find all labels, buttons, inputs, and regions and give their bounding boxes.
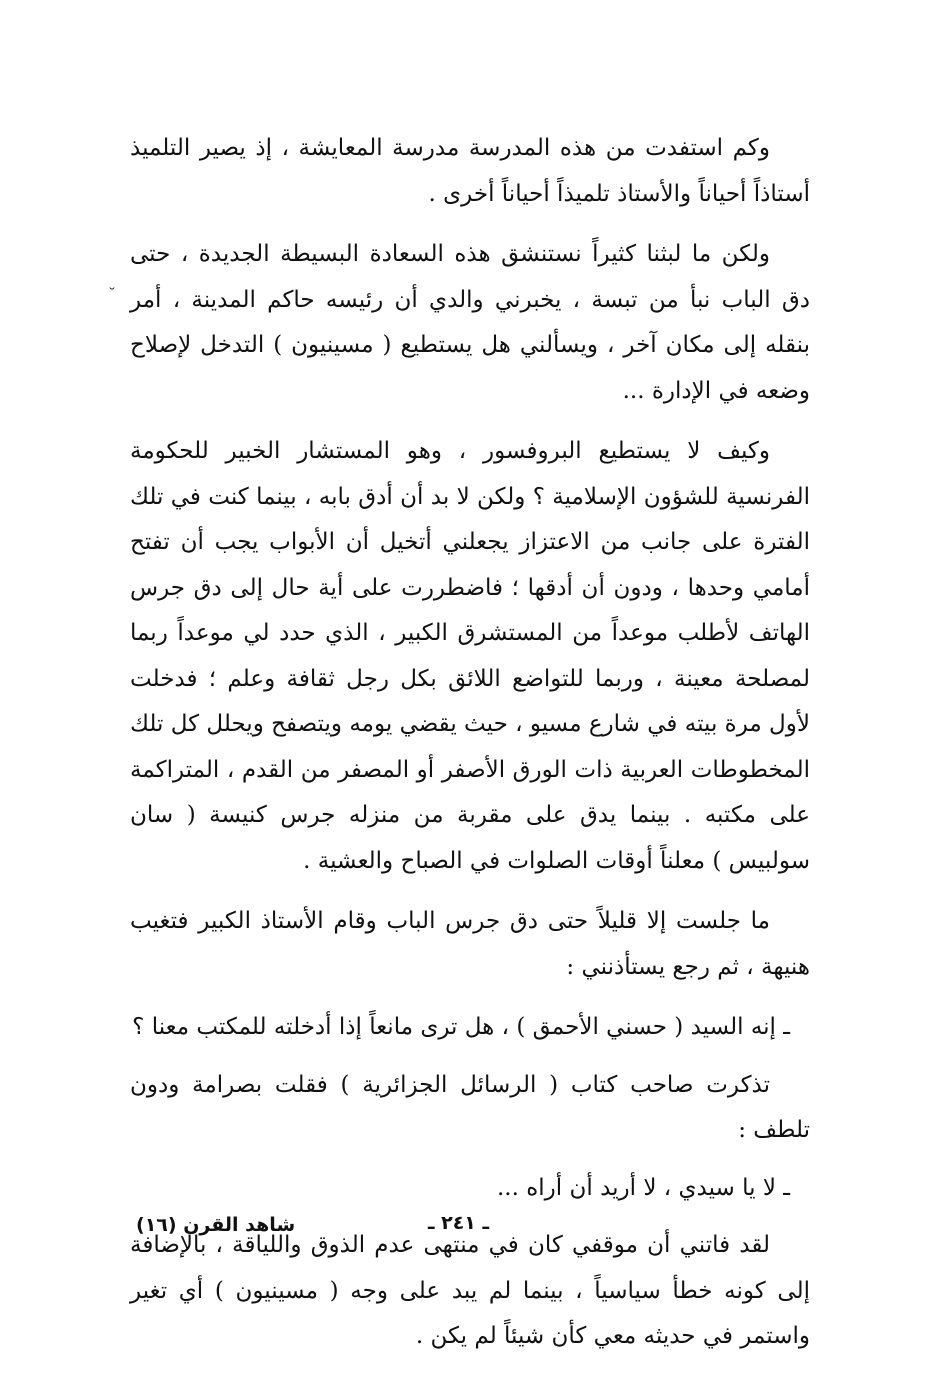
paragraph-1: وكم استفدت من هذه المدرسة مدرسة المعايشة ، إذ يصير التلميذ أستاذاً أحياناً والأستاذ تلميذاً أحياناً أخرى . (130, 135, 810, 207)
paragraph-6: لقد فاتني أن موقفي كان في منتهى عدم الذوق واللياقة ، بالإضافة إلى كونه خطأ سياسياً ، بينما لم يبد على وجه ( مسينيون ) أي تغير واستمر في حديثه معي كأن شيئاً لم يكن . (130, 1232, 810, 1349)
footer-book-title: شاهد القرن (١٦) (136, 1214, 296, 1236)
body-text (130, 126, 810, 1375)
dialogue-line-2: ـ لا يا سيدي ، لا أريد أن أراه ... (496, 1174, 790, 1201)
dialogue-line-1: ـ إنه السيد ( حسني الأحمق ) ، هل ترى مانعاً إذا أدخلته للمكتب معنا ؟ (132, 1014, 790, 1040)
paragraph-5: تذكرت صاحب كتاب ( الرسائل الجزائرية ) فقلت بصرامة ودون تلطف : (130, 1071, 810, 1143)
paragraph-4: ما جلست إلا قليلاً حتى دق جرس الباب وقام الأستاذ الكبير فتغيب هنيهة ، ثم رجع يستأذنني : (130, 908, 810, 980)
margin-mark: ˘ (108, 285, 116, 304)
footer-page-number: ـ ٢٤١ ـ (428, 1212, 490, 1234)
paragraph-2: ولكن ما لبثنا كثيراً نستنشق هذه السعادة البسيطة الجديدة ، حتى دق الباب نبأ من تبسة ، يخبرني والدي أن رئيسه حاكم المدينة ، أمر بنقله إلى مكان آخر ، ويسألني هل يستطيع ( مسينيون ) التدخل لإصلاح وضعه في الإدارة ... (130, 241, 810, 404)
paragraph-3: وكيف لا يستطيع البروفسور ، وهو المستشار الخبير للحكومة الفرنسية للشؤون الإسلامية ؟ ولكن لا بد أن أدق بابه ، بينما كنت في تلك الفترة على جانب من الاعتزاز يجعلني أتخيل أن الأبواب يجب أن تفتح أمامي وحدها ، ودون أن أدقها ؛ فاضطررت على أية حال إلى دق جرس الهاتف لأطلب موعداً من المستشرق الكبير ، الذي حدد لي موعداً ربما لمصلحة معينة ، وربما للتواضع اللائق بكل رجل ثقافة وعلم ؛ فدخلت لأول مرة بيته في شارع مسيو ، حيث يقضي يومه ويتصفح ويحلل كل تلك المخطوطات العربية ذات الورق الأصفر أو المصفر من القدم ، المتراكمة على مكتبه . بينما يدق على مقربة من منزله جرس كنيسة ( سان سولبيس ) معلناً أوقات الصلوات في الصباح والعشية . (130, 438, 810, 874)
